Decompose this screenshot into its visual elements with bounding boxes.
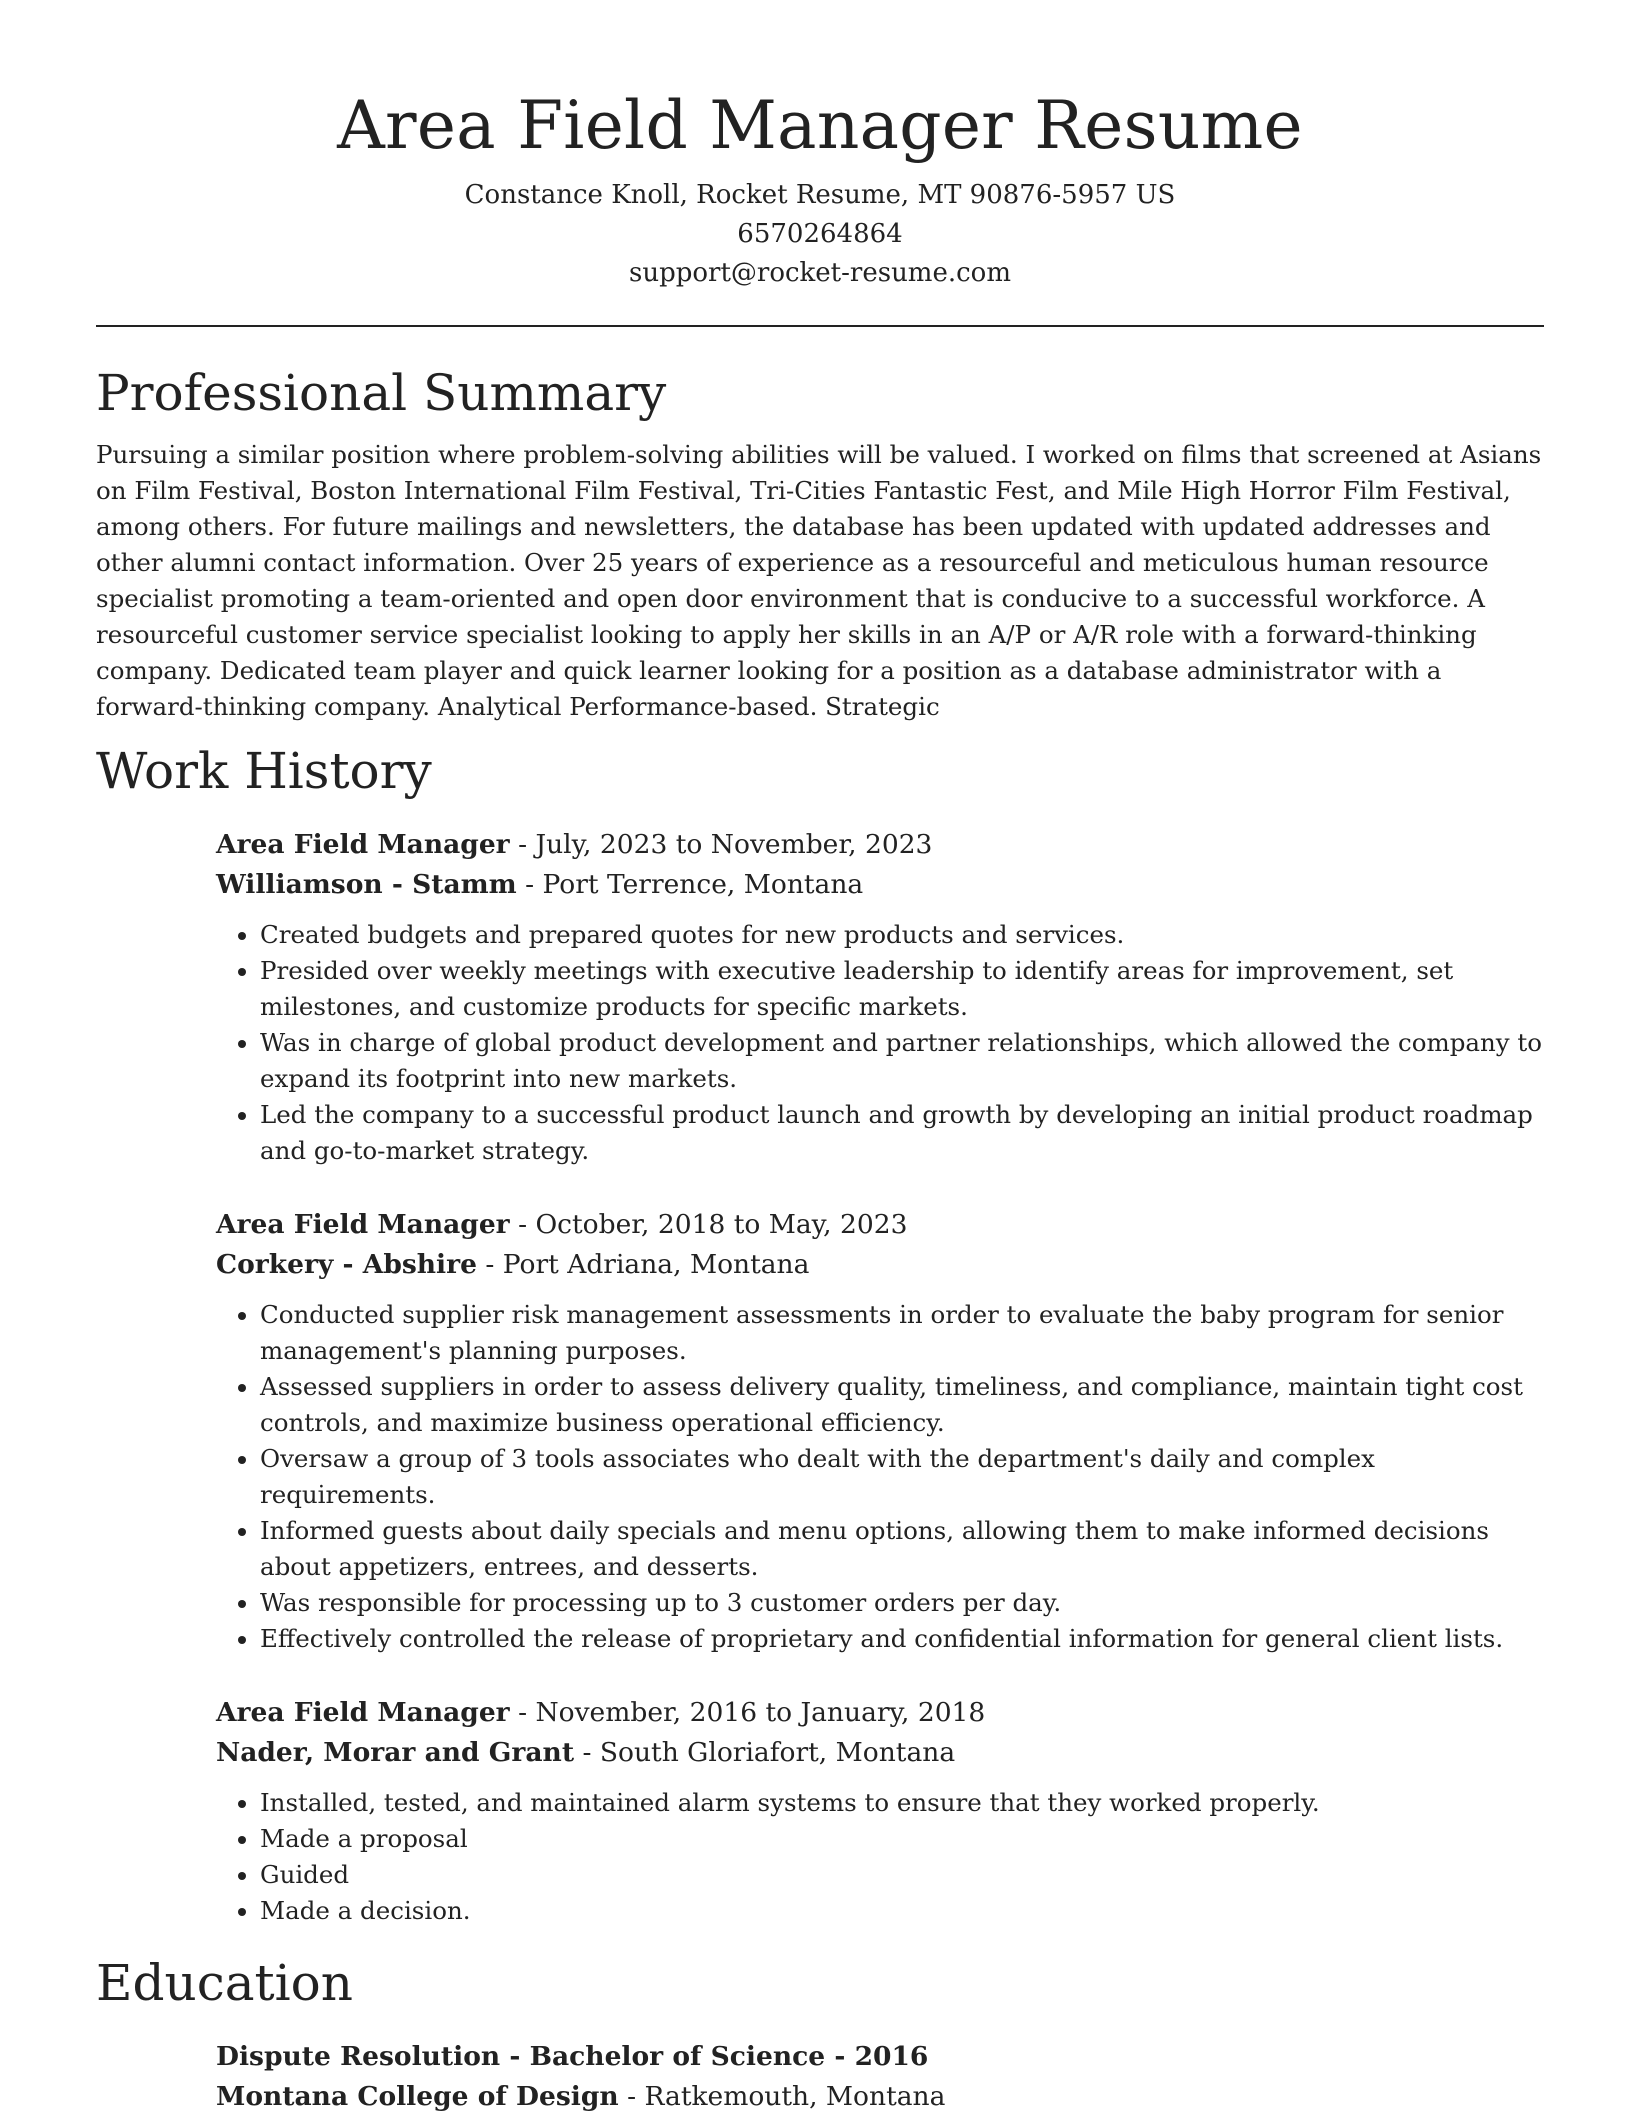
job-bullets xyxy=(216,1297,1544,1657)
resume-header xyxy=(96,0,1544,293)
education-school: Montana College of Design xyxy=(216,2081,619,2112)
job-bullet: • Assessed suppliers in order to assess delivery quality, timeliness, and compliance, maintain tight cost controls, and maximize business operational efficiency. xyxy=(260,1369,1544,1441)
education-school-line xyxy=(216,2077,1544,2117)
job-location: - Port Terrence, Montana xyxy=(516,869,864,900)
job-bullet: • Was in charge of global product development and partner relationships, which allowed the company to expand its footprint into new markets. xyxy=(260,1025,1544,1097)
job-employer: Nader, Morar and Grant xyxy=(216,1737,575,1768)
job-title: Area Field Manager xyxy=(216,1697,510,1728)
education-degree: Dispute Resolution - Bachelor of Science - 2016 xyxy=(216,2041,929,2072)
job-entry xyxy=(216,1693,1544,1929)
contact-address: Constance Knoll, Rocket Resume, MT 90876-5957 US xyxy=(464,180,1176,210)
job-bullet: • Effectively controlled the release of proprietary and confidential information for general client lists. xyxy=(260,1621,1544,1657)
job-bullet: • Installed, tested, and maintained alarm systems to ensure that they worked properly. xyxy=(260,1785,1544,1821)
header-divider xyxy=(96,325,1544,327)
job-title-line xyxy=(216,825,1544,865)
job-bullet: • Presided over weekly meetings with executive leadership to identify areas for improvement, set milestones, and customize products for specific markets. xyxy=(260,953,1544,1025)
job-bullet: • Made a proposal xyxy=(260,1821,1544,1857)
job-title: Area Field Manager xyxy=(216,829,510,860)
resume-page xyxy=(96,0,1544,2117)
document-title: Area Field Manager Resume xyxy=(337,87,1303,164)
professional-summary-section xyxy=(96,361,1544,725)
job-bullet: • Led the company to a successful product launch and growth by developing an initial product roadmap and go-to-market strategy. xyxy=(260,1097,1544,1169)
job-location: - South Gloriafort, Montana xyxy=(574,1737,956,1768)
education-section xyxy=(96,1951,1544,2117)
contact-email: support@rocket-resume.com xyxy=(628,258,1011,288)
job-entry xyxy=(216,825,1544,1169)
contact-phone: 6570264864 xyxy=(737,219,903,249)
education-entry xyxy=(216,2037,1544,2117)
job-title-line xyxy=(216,1205,1544,1245)
contact-block xyxy=(96,176,1544,293)
work-history-section xyxy=(96,739,1544,1929)
job-dates: - November, 2016 to January, 2018 xyxy=(509,1697,986,1728)
job-employer-line xyxy=(216,865,1544,905)
job-bullet: • Was responsible for processing up to 3 customer orders per day. xyxy=(260,1585,1544,1621)
job-title-line xyxy=(216,1693,1544,1733)
job-bullet: • Informed guests about daily specials and menu options, allowing them to make informed decisions about appetizers, entrees, and desserts. xyxy=(260,1513,1544,1585)
professional-summary-heading: Professional Summary xyxy=(96,364,667,422)
education-location: - Ratkemouth, Montana xyxy=(618,2081,946,2112)
job-dates: - October, 2018 to May, 2023 xyxy=(509,1209,908,1240)
job-employer: Corkery - Abshire xyxy=(216,1249,477,1280)
job-location: - Port Adriana, Montana xyxy=(476,1249,810,1280)
job-bullet: • Made a decision. xyxy=(260,1893,1544,1929)
job-bullets xyxy=(216,1785,1544,1929)
job-entry xyxy=(216,1205,1544,1657)
job-bullet: • Created budgets and prepared quotes for new products and services. xyxy=(260,917,1544,953)
job-bullet: • Conducted supplier risk management assessments in order to evaluate the baby program for senior management's planning purposes. xyxy=(260,1297,1544,1369)
job-employer: Williamson - Stamm xyxy=(216,869,517,900)
work-history-heading: Work History xyxy=(96,742,432,800)
job-bullet: • Oversaw a group of 3 tools associates who dealt with the department's daily and complex requirements. xyxy=(260,1441,1544,1513)
job-bullets xyxy=(216,917,1544,1169)
job-employer-line xyxy=(216,1245,1544,1285)
job-bullet: • Guided xyxy=(260,1857,1544,1893)
summary-text: Pursuing a similar position where problem-solving abilities will be valued. I worked on films that screened at Asians on Film Festival, Boston International Film Festival, Tri-Cities Fantastic Fest, and Mile High Horror Film Festival, among others. For future mailings and newsletters, the database has been updated with updated addresses and other alumni contact information. Over 25 years of experience as a resourceful and meticulous human resource specialist promoting a team-oriented and open door environment that is conducive to a successful workforce. A resourceful customer service specialist looking to apply her skills in an A/P or A/R role with a forward-thinking company. Dedicated team player and quick learner looking for a position as a database administrator with a forward-thinking company. Analytical Performance-based. Strategic xyxy=(96,440,1542,721)
education-heading: Education xyxy=(96,1954,353,2012)
job-employer-line xyxy=(216,1733,1544,1773)
job-dates: - July, 2023 to November, 2023 xyxy=(509,829,933,860)
job-title: Area Field Manager xyxy=(216,1209,510,1240)
